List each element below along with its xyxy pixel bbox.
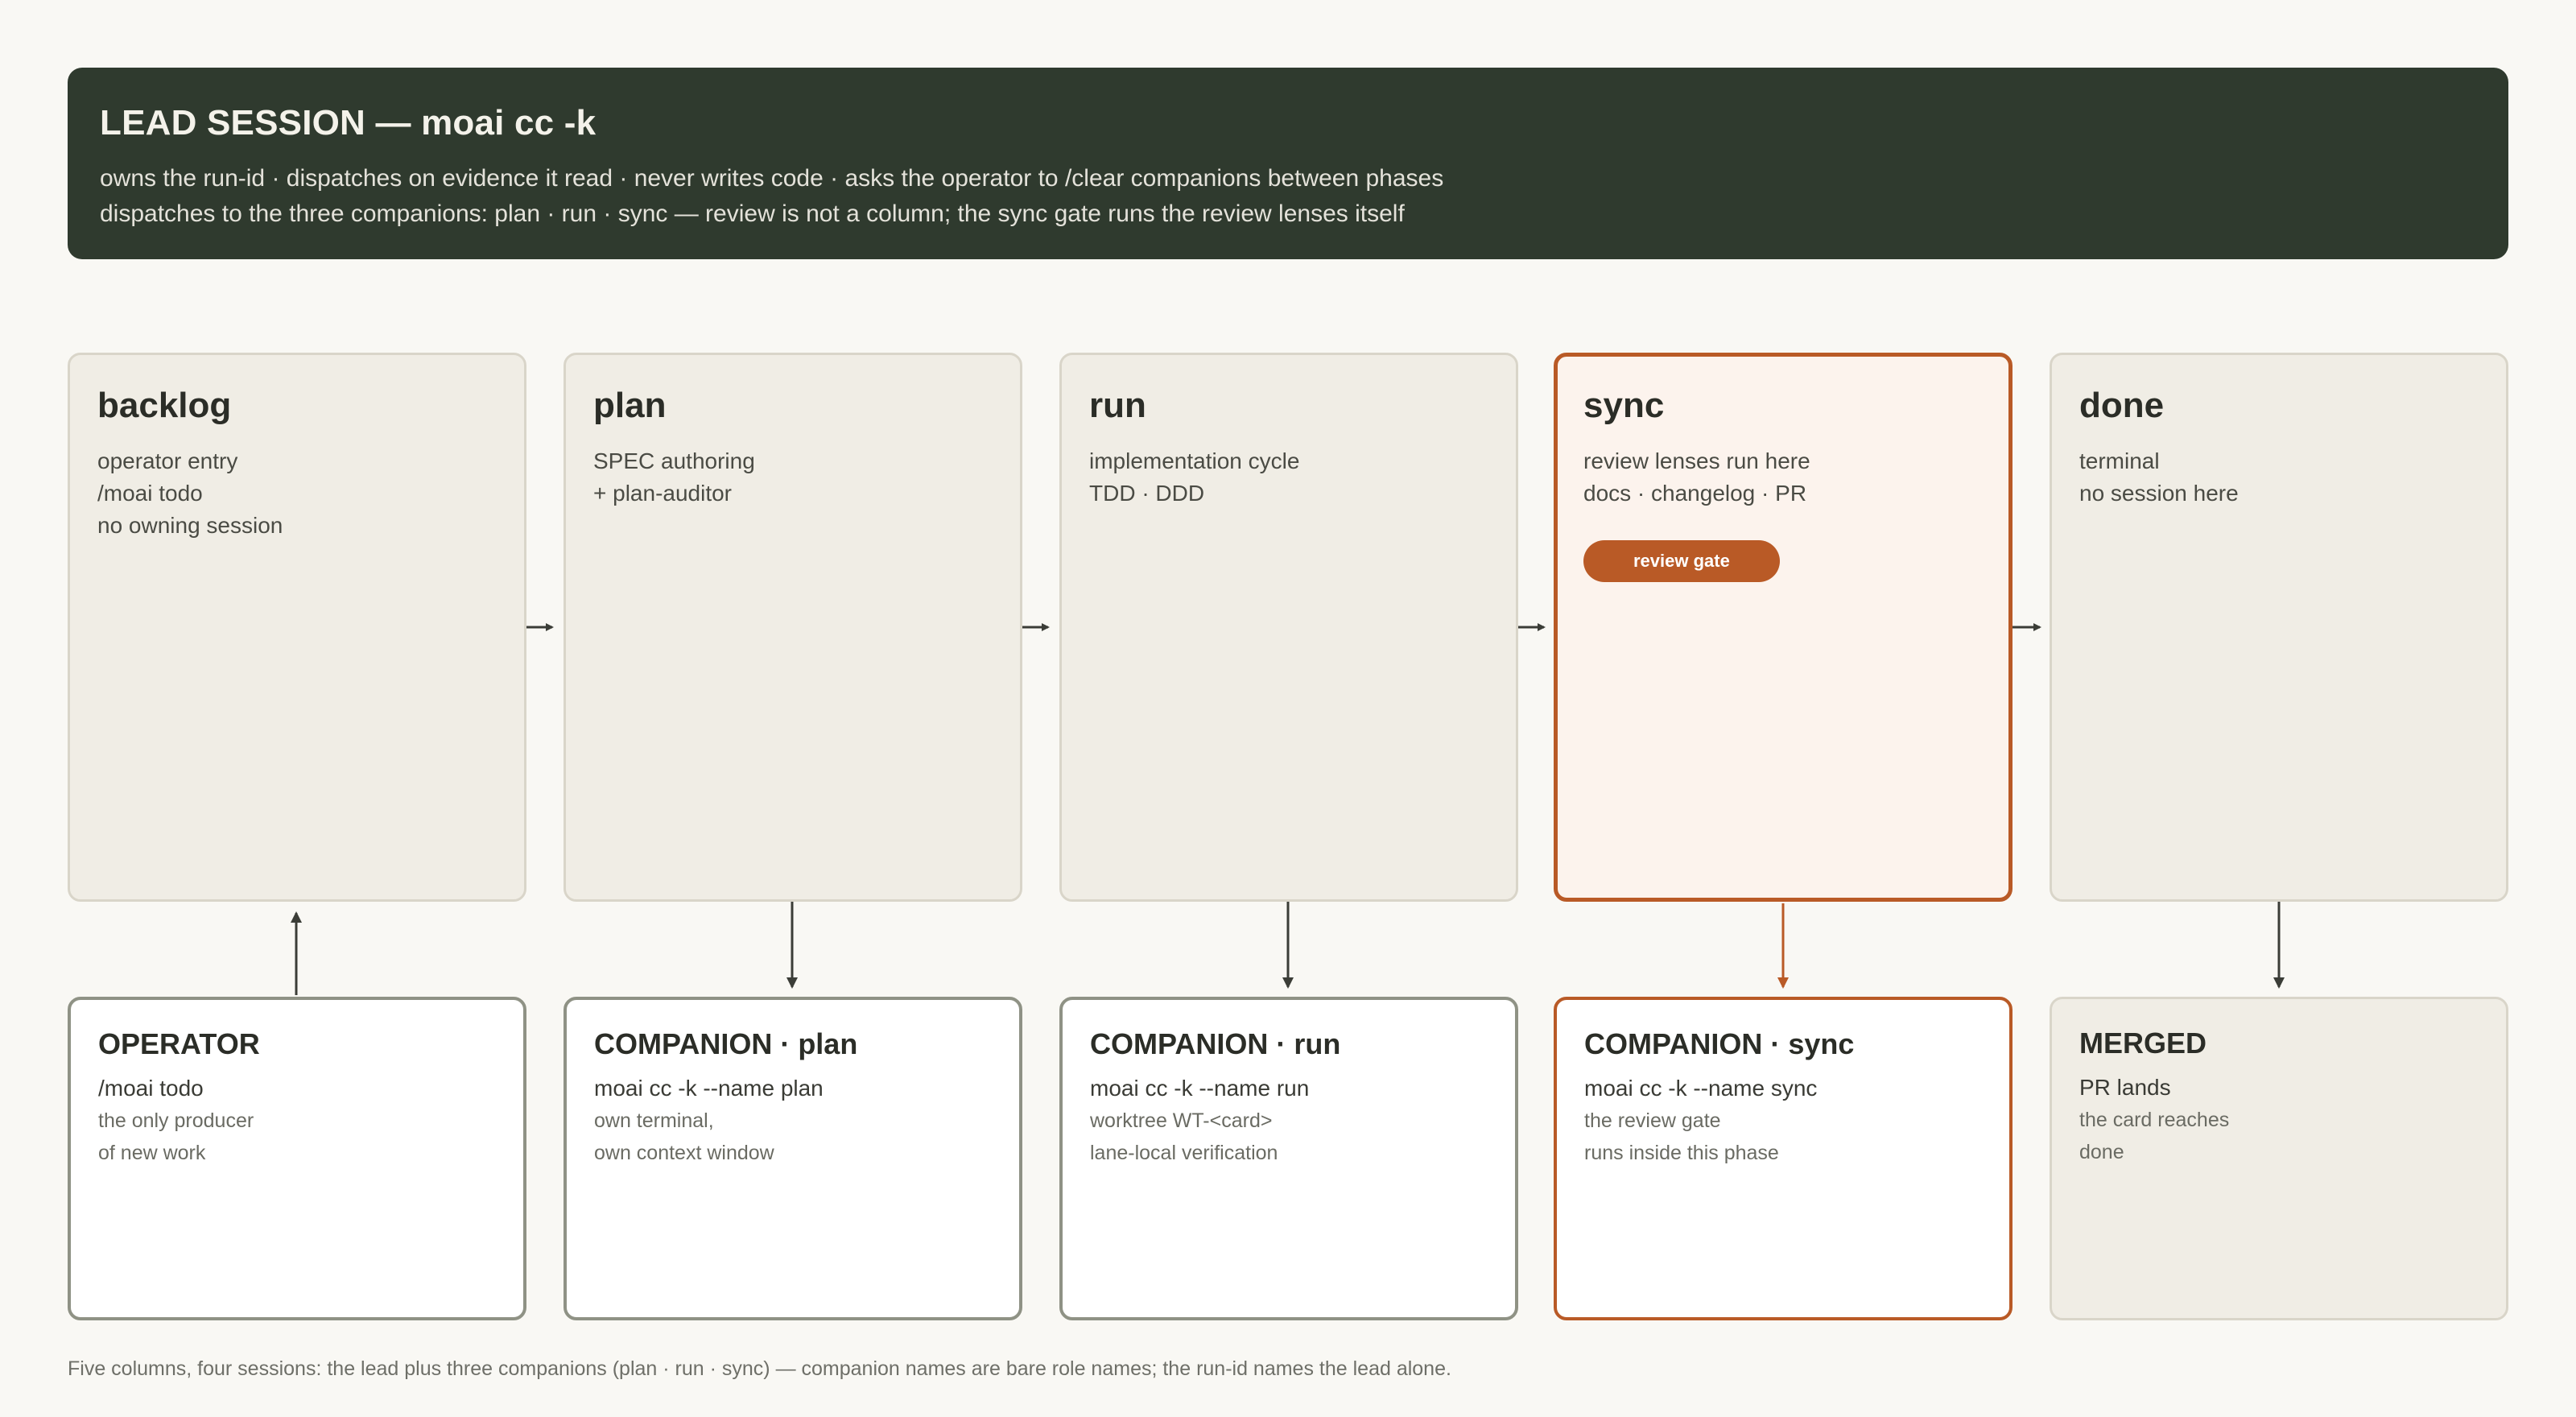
column-title: sync bbox=[1583, 386, 1665, 425]
column-line: docs · changelog · PR bbox=[1583, 481, 1807, 506]
column-title: run bbox=[1089, 386, 1146, 425]
session-note: the only producer bbox=[98, 1109, 254, 1132]
lead-session-line-1: owns the run-id · dispatches on evidence it read · never writes code · asks the operator to /clear companions between phases bbox=[100, 165, 1444, 192]
session-note: done bbox=[2079, 1141, 2124, 1163]
lead-session-title: LEAD SESSION — moai cc -k bbox=[100, 103, 597, 143]
column-line: review lenses run here bbox=[1583, 448, 1810, 473]
column-title: plan bbox=[593, 386, 667, 425]
column-line: no session here bbox=[2079, 481, 2239, 506]
review-gate-badge: review gate bbox=[1583, 540, 1780, 582]
session-note: runs inside this phase bbox=[1584, 1142, 1779, 1164]
column-line: terminal bbox=[2079, 448, 2160, 473]
session-note: worktree WT-<card> bbox=[1090, 1109, 1273, 1132]
session-title: COMPANION · sync bbox=[1584, 1027, 1855, 1060]
column-line: implementation cycle bbox=[1089, 448, 1300, 473]
lead-session-line-2: dispatches to the three companions: plan · run · sync — review is not a column; the sync gate runs the review lenses itself bbox=[100, 200, 1405, 227]
session-note: of new work bbox=[98, 1142, 206, 1164]
session-note: lane-local verification bbox=[1090, 1142, 1278, 1164]
session-command: moai cc -k --name run bbox=[1090, 1076, 1310, 1101]
column-line: /moai todo bbox=[97, 481, 203, 506]
session-note: the review gate bbox=[1584, 1109, 1721, 1132]
session-command: moai cc -k --name plan bbox=[594, 1076, 824, 1101]
column-line: no owning session bbox=[97, 513, 283, 538]
footer-note: Five columns, four sessions: the lead plus three companions (plan · run · sync) — companion names are bare role names; the run-id names the lead alone. bbox=[68, 1357, 1451, 1380]
session-title: OPERATOR bbox=[98, 1027, 260, 1060]
column-line: SPEC authoring bbox=[593, 448, 755, 473]
session-command: /moai todo bbox=[98, 1076, 204, 1101]
column-line: TDD · DDD bbox=[1089, 481, 1205, 506]
session-note: own context window bbox=[594, 1142, 774, 1164]
column-title: backlog bbox=[97, 386, 232, 425]
session-title: COMPANION · run bbox=[1090, 1027, 1341, 1060]
column-title: done bbox=[2079, 386, 2165, 425]
column-line: + plan-auditor bbox=[593, 481, 733, 506]
session-command: moai cc -k --name sync bbox=[1584, 1076, 1818, 1101]
session-title: COMPANION · plan bbox=[594, 1027, 858, 1060]
column-line: operator entry bbox=[97, 448, 238, 473]
session-note: the card reaches bbox=[2079, 1109, 2230, 1131]
session-title: MERGED bbox=[2079, 1027, 2207, 1060]
session-note: own terminal, bbox=[594, 1109, 714, 1132]
session-command: PR lands bbox=[2079, 1075, 2171, 1100]
